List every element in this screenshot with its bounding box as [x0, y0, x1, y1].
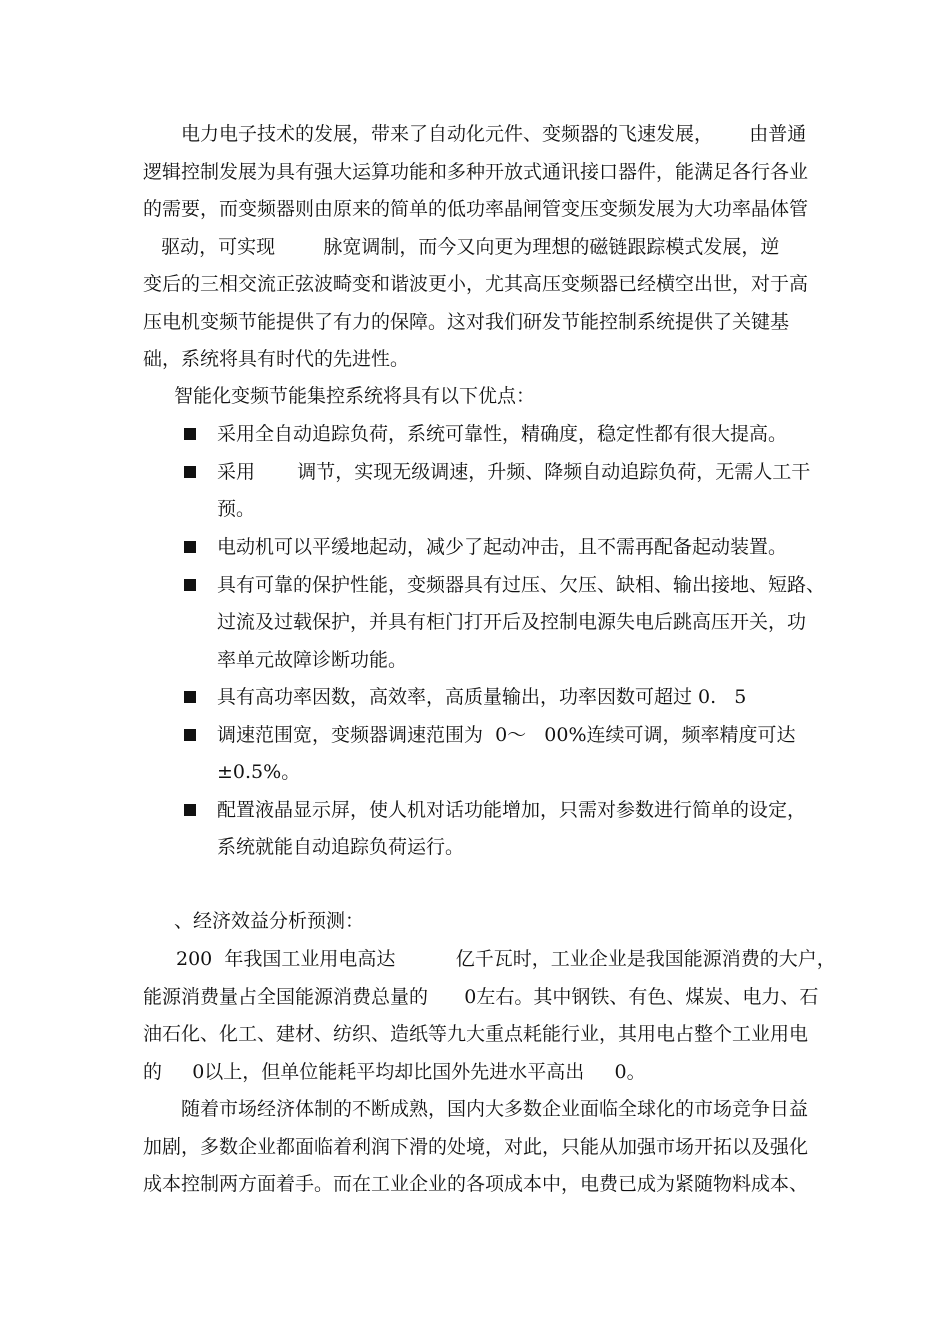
text-line: 变后的三相交流正弦波畸变和谐波更小，尤其高压变频器已经横空出世，对于高 [143, 273, 809, 295]
square-bullet-icon [184, 541, 196, 553]
text-line: 加剧，多数企业都面临着利润下滑的处境，对此，只能从加强市场开拓以及强化 [143, 1136, 809, 1158]
square-bullet-icon [184, 729, 196, 741]
square-bullet-icon [184, 804, 196, 816]
section-heading: 、经济效益分析预测： [174, 910, 365, 932]
list-item-text: 采用 调节，实现无级调速，升频、降频自动追踪负荷，无需人工干 [217, 461, 811, 483]
list-item-text: 具有高功率因数，高效率，高质量输出，功率因数可超过 0. 5 [217, 686, 747, 708]
text-line: 压电机变频节能提供了有力的保障。这对我们研发节能控制系统提供了关键基 [143, 311, 790, 333]
list-item-text: 率单元故障诊断功能。 [217, 649, 408, 671]
text-line: 的需要，而变频器则由原来的简单的低功率晶闸管变压变频发展为大功率晶体管 [143, 198, 809, 220]
text-line: 随着市场经济体制的不断成熟，国内大多数企业面临全球化的市场竞争日益 [181, 1098, 809, 1120]
text-line: 础，系统将具有时代的先进性。 [143, 348, 410, 370]
text-line: 逻辑控制发展为具有强大运算功能和多种开放式通讯接口器件，能满足各行各业 [143, 161, 809, 183]
text-line: 油石化、化工、建材、纺织、造纸等九大重点耗能行业，其用电占整个工业用电 [143, 1023, 809, 1045]
square-bullet-icon [184, 691, 196, 703]
list-item-text: 过流及过载保护，并具有柜门打开后及控制电源失电后跳高压开关，功 [217, 611, 807, 633]
text-line: 200 年我国工业用电高达 亿千瓦时，工业企业是我国能源消费的大户， [176, 948, 836, 970]
text-line: 电力电子技术的发展，带来了自动化元件、变频器的飞速发展， 由普通 [181, 123, 807, 145]
text-line: 成本控制两方面着手。而在工业企业的各项成本中，电费已成为紧随物料成本、 [143, 1173, 809, 1195]
list-item-text: 调速范围宽，变频器调速范围为 0～ 00%连续可调，频率精度可达 [217, 724, 796, 746]
text-line: 的 0以上，但单位能耗平均却比国外先进水平高出 0。 [143, 1061, 646, 1083]
square-bullet-icon [184, 579, 196, 591]
text-line: 驱动，可实现 脉宽调制，而今又向更为理想的磁链跟踪模式发展，逆 [143, 236, 780, 258]
list-item-text: 采用全自动追踪负荷，系统可靠性，精确度，稳定性都有很大提高。 [217, 423, 788, 445]
list-item-text: 电动机可以平缓地起动，减少了起动冲击，且不需再配备起动装置。 [217, 536, 788, 558]
text-line: 能源消费量占全国能源消费总量的 0左右。其中钢铁、有色、煤炭、电力、石 [143, 986, 819, 1008]
list-item-text: 具有可靠的保护性能，变频器具有过压、欠压、缺相、输出接地、短路、 [217, 574, 826, 596]
list-item-text: 配置液晶显示屏，使人机对话功能增加，只需对参数进行简单的设定， [217, 799, 807, 821]
list-item-text: ±0.5%。 [217, 761, 301, 783]
advantages-heading: 智能化变频节能集控系统将具有以下优点： [174, 385, 536, 407]
square-bullet-icon [184, 466, 196, 478]
list-item-text: 预。 [217, 498, 256, 520]
square-bullet-icon [184, 428, 196, 440]
list-item-text: 系统就能自动追踪负荷运行。 [217, 836, 465, 858]
